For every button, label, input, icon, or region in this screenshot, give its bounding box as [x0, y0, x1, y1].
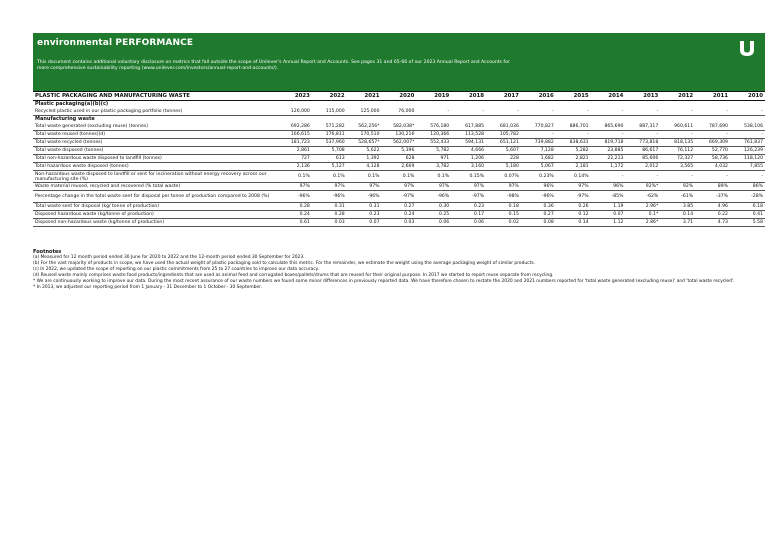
cell-value: 181,723 — [277, 139, 312, 147]
cell-value: 0.31 — [312, 203, 347, 211]
cell-value: - — [591, 171, 626, 183]
group-heading-row — [33, 116, 765, 124]
cell-value: - — [591, 131, 626, 139]
footnote-item: (a) Measured for 12 month period ended 30 June for 2020 to 2022 and the 12-month period ended 30 September for 2023. — [33, 255, 305, 260]
cell-value: 5,622 — [347, 147, 382, 155]
row-label: Total waste disposed (tonnes) — [33, 147, 277, 155]
row-label: Total waste reused (tonnes)(d) — [33, 131, 277, 139]
cell-value: - — [451, 108, 486, 116]
footnote-item: * In 2013, we adjusted our reporting period from 1 January - 31 December to 1 October - 30 September. — [33, 285, 262, 290]
cell-value: 818,135 — [660, 139, 695, 147]
cell-value: 97% — [486, 183, 521, 191]
cell-value: 0.24 — [277, 211, 312, 219]
row-label: Recycled plastic used in our plastic packaging portfolio (tonnes) — [33, 108, 277, 116]
cell-value: 576,180 — [416, 123, 451, 131]
cell-value: 86,617 — [625, 147, 660, 155]
cell-value: 0.1% — [382, 171, 417, 183]
row-label: Total waste sent for disposal (kg/ tonne of production) — [33, 203, 277, 211]
cell-value: 0.24 — [382, 211, 417, 219]
table-row — [33, 123, 765, 131]
year-header: 2015 — [556, 92, 591, 101]
cell-value: 3,565 — [660, 163, 695, 171]
table-row — [33, 139, 765, 147]
cell-value: 115,000 — [312, 108, 347, 116]
year-header: 2020 — [382, 92, 417, 101]
cell-value: 2,821 — [556, 155, 591, 163]
cell-value: - — [695, 171, 730, 183]
row-label: Non-hazardous waste disposed to landfill or sent for incineration without energy recovery across our manufacturing site (%) — [33, 171, 277, 183]
cell-value: 1,682 — [521, 155, 556, 163]
cell-value: 0.23 — [347, 211, 382, 219]
cell-value: 0.30 — [416, 203, 451, 211]
cell-value: 0.06 — [416, 219, 451, 227]
cell-value: - — [660, 171, 695, 183]
cell-value: 613 — [312, 155, 347, 163]
cell-value: 0.1% — [416, 171, 451, 183]
cell-value: 3,782 — [416, 163, 451, 171]
section-title: PLASTIC PACKAGING AND MANUFACTURING WASTE — [33, 92, 277, 101]
row-label: Total waste recycled (tonnes) — [33, 139, 277, 147]
table-row — [33, 191, 765, 203]
footnote-item: (c) In 2022, we updated the scope of reporting on our plastic commitments from 25 to 27 countries to improve our data accuracy. — [33, 267, 320, 272]
cell-value: 819,718 — [591, 139, 626, 147]
waste-table — [33, 91, 765, 227]
table-row — [33, 131, 765, 139]
cell-value: 692,286 — [277, 123, 312, 131]
cell-value: 22,213 — [591, 155, 626, 163]
cell-value: -96% — [277, 191, 312, 203]
year-header: 2012 — [660, 92, 695, 101]
cell-value: - — [625, 171, 660, 183]
row-label: Disposed non-hazardous waste (kg/tonne of production) — [33, 219, 277, 227]
cell-value: -97% — [556, 191, 591, 203]
row-label: Total non-hazardous waste disposed to landfill (tonnes) — [33, 155, 277, 163]
cell-value: 865,690 — [591, 123, 626, 131]
table-row — [33, 211, 765, 219]
year-header: 2011 — [695, 92, 730, 101]
cell-value: 5,282 — [556, 147, 591, 155]
cell-value: - — [660, 108, 695, 116]
row-label: Waste material reused, recycled and recovered (% total waste) — [33, 183, 277, 191]
cell-value: 97% — [382, 183, 417, 191]
year-header: 2022 — [312, 92, 347, 101]
cell-value: 0.28 — [312, 211, 347, 219]
cell-value: 0.36 — [521, 203, 556, 211]
cell-value: 552,433 — [416, 139, 451, 147]
cell-value: 727 — [277, 155, 312, 163]
cell-value: 76,000 — [382, 108, 417, 116]
cell-value: 0.1* — [625, 211, 660, 219]
cell-value: 0.03 — [312, 219, 347, 227]
cell-value: 7,128 — [521, 147, 556, 155]
table-row — [33, 147, 765, 155]
cell-value: 739,882 — [521, 139, 556, 147]
cell-value: 92% — [660, 183, 695, 191]
sheet-header — [33, 33, 765, 91]
cell-value: 669,309 — [695, 139, 730, 147]
footnote-item: * We are continuously working to improve our data. During the most recent assurance of our waste numbers we found some minor differences in previously reported data. We have therefore chosen to restate the 2020 and 2021 numbers reported for 'total waste generated (excluding reuse)' and 'total waste recycled'. — [33, 279, 735, 284]
cell-value: 0.12 — [556, 211, 591, 219]
unilever-logo-icon — [737, 39, 757, 59]
cell-value: -62% — [625, 191, 660, 203]
cell-value: 0.07% — [486, 171, 521, 183]
cell-value: 96% — [591, 183, 626, 191]
cell-value: -96% — [347, 191, 382, 203]
cell-value: 3.71 — [660, 219, 695, 227]
cell-value: - — [486, 108, 521, 116]
cell-value: 838,631 — [556, 139, 591, 147]
sheet-title: environmental PERFORMANCE — [37, 38, 194, 48]
cell-value: 2,861 — [277, 147, 312, 155]
cell-value: 537,960 — [312, 139, 347, 147]
table-row — [33, 183, 765, 191]
cell-value: 0.14 — [556, 219, 591, 227]
cell-value: - — [556, 108, 591, 116]
cell-value: 5,782 — [416, 147, 451, 155]
cell-value: 0.41 — [730, 211, 765, 219]
group-heading: Manufacturing waste — [35, 116, 95, 122]
footnote-item: (d) Reused waste mainly comprises waste food products/ingredients that are used as animal feed and corrugated boxes/pallets/drums that are reused for their original purpose. In 2017 we started to report reuse separate from recycling. — [33, 273, 554, 278]
cell-value: -28% — [730, 191, 765, 203]
year-header: 2016 — [521, 92, 556, 101]
cell-value: - — [591, 108, 626, 116]
cell-value: 130,216 — [382, 131, 417, 139]
cell-value: - — [416, 108, 451, 116]
cell-value: 4.73 — [695, 219, 730, 227]
intro-text: This document contains additional voluntary disclosure on metrics that fall outside the scope of Unilever's Annual Report and Accounts. See pages 31 and 65-66 of our 2023 Annual Report and Accounts for more comprehensive sustainability reporting (www.unilever.com/investors/annual-report-and-accounts/). — [37, 60, 510, 71]
table-row — [33, 219, 765, 227]
cell-value: 594,131 — [451, 139, 486, 147]
cell-value: 0.17 — [451, 211, 486, 219]
cell-value: 2,669 — [382, 163, 417, 171]
group-heading-row — [33, 101, 765, 109]
cell-value: 773,818 — [625, 139, 660, 147]
cell-value: 125,000 — [347, 108, 382, 116]
year-header: 2019 — [416, 92, 451, 101]
cell-value: 97% — [556, 183, 591, 191]
cell-value: 1.12 — [591, 219, 626, 227]
cell-value: 5,708 — [312, 147, 347, 155]
cell-value: 126,000 — [277, 108, 312, 116]
cell-value: 97% — [277, 183, 312, 191]
cell-value: 0.14% — [556, 171, 591, 183]
cell-value: 0.1% — [277, 171, 312, 183]
cell-value: 105,782 — [486, 131, 521, 139]
cell-value: - — [556, 131, 591, 139]
cell-value: 0.23% — [521, 171, 556, 183]
row-label: Total hazardous waste disposed (tonnes) — [33, 163, 277, 171]
cell-value: 761,837 — [730, 139, 765, 147]
cell-value: 617,885 — [451, 123, 486, 131]
cell-value: 76,112 — [660, 147, 695, 155]
cell-value: 170,510 — [347, 131, 382, 139]
cell-value: 538,106 — [730, 123, 765, 131]
cell-value: 0.27 — [521, 211, 556, 219]
cell-value: - — [695, 108, 730, 116]
row-label: Percentage change in the total waste sent for disposal per tonne of production compared to 2008 (%) — [33, 191, 277, 203]
cell-value: 166,615 — [277, 131, 312, 139]
cell-value: 0.25 — [416, 211, 451, 219]
cell-value: 52,770 — [695, 147, 730, 155]
cell-value: 0.02 — [486, 219, 521, 227]
row-label: Disposed hazardous waste (kg/tonne of production) — [33, 211, 277, 219]
cell-value: -96% — [521, 191, 556, 203]
cell-value: 5,396 — [382, 147, 417, 155]
cell-value: - — [730, 108, 765, 116]
cell-value: 886,701 — [556, 123, 591, 131]
cell-value: 2.86* — [625, 219, 660, 227]
cell-value: 0.31 — [347, 203, 382, 211]
cell-value: 0.07 — [347, 219, 382, 227]
cell-value: 120,366 — [416, 131, 451, 139]
group-heading: Plastic packaging(a)(b)(c) — [35, 101, 109, 107]
cell-value: 5,067 — [521, 163, 556, 171]
row-label: Total waste generated (excluding reuse) (tonnes) — [33, 123, 277, 131]
cell-value: 3.85 — [660, 203, 695, 211]
cell-value: 1,172 — [591, 163, 626, 171]
cell-value: 0.14 — [660, 211, 695, 219]
cell-value: 7,855 — [730, 163, 765, 171]
cell-value: - — [660, 131, 695, 139]
cell-value: 92%* — [625, 183, 660, 191]
table-row — [33, 163, 765, 171]
cell-value: - — [695, 131, 730, 139]
cell-value: 0.06 — [451, 219, 486, 227]
cell-value: 1,206 — [451, 155, 486, 163]
cell-value: 770,827 — [521, 123, 556, 131]
cell-value: 5,607 — [486, 147, 521, 155]
cell-value: 4,032 — [695, 163, 730, 171]
cell-value: 97% — [416, 183, 451, 191]
cell-value: 628 — [382, 155, 417, 163]
cell-value: 126,239 — [730, 147, 765, 155]
cell-value: 651,121 — [486, 139, 521, 147]
cell-value: 0.1% — [312, 171, 347, 183]
cell-value: 571,282 — [312, 123, 347, 131]
cell-value: - — [625, 131, 660, 139]
cell-value: 0.22 — [695, 211, 730, 219]
cell-value: -61% — [660, 191, 695, 203]
year-header: 2013 — [625, 92, 660, 101]
table-header-row — [33, 92, 765, 101]
cell-value: 5,127 — [312, 163, 347, 171]
cell-value: 0.03 — [382, 219, 417, 227]
cell-value: 0.15 — [486, 211, 521, 219]
cell-value: 0.26 — [556, 203, 591, 211]
table-row — [33, 171, 765, 183]
year-header: 2021 — [347, 92, 382, 101]
cell-value: - — [521, 131, 556, 139]
cell-value: 582,038* — [382, 123, 417, 131]
cell-value: 0.23 — [451, 203, 486, 211]
cell-value: 97% — [451, 183, 486, 191]
cell-value: 1,392 — [347, 155, 382, 163]
cell-value: 0.1% — [347, 171, 382, 183]
cell-value: 4.96 — [695, 203, 730, 211]
cell-value: 0.18 — [486, 203, 521, 211]
cell-value: 0.15% — [451, 171, 486, 183]
year-header: 2017 — [486, 92, 521, 101]
cell-value: 5.58 — [730, 219, 765, 227]
cell-value: 89% — [695, 183, 730, 191]
cell-value: 2,136 — [277, 163, 312, 171]
cell-value: -97% — [451, 191, 486, 203]
cell-value: 86% — [730, 183, 765, 191]
cell-value: - — [730, 171, 765, 183]
cell-value: 3,160 — [451, 163, 486, 171]
cell-value: -97% — [382, 191, 417, 203]
cell-value: 681,036 — [486, 123, 521, 131]
footnotes-heading: Footnotes — [33, 249, 62, 255]
cell-value: -37% — [695, 191, 730, 203]
cell-value: 96% — [521, 183, 556, 191]
cell-value: 971 — [416, 155, 451, 163]
cell-value: 4,128 — [347, 163, 382, 171]
cell-value: 2.96* — [625, 203, 660, 211]
cell-value: 562,007* — [382, 139, 417, 147]
cell-value: -96% — [416, 191, 451, 203]
cell-value: 5,180 — [486, 163, 521, 171]
cell-value: 0.27 — [382, 203, 417, 211]
cell-value: 1.19 — [591, 203, 626, 211]
table-row — [33, 108, 765, 116]
cell-value: 0.07 — [591, 211, 626, 219]
cell-value: 97% — [347, 183, 382, 191]
cell-value: 23,885 — [591, 147, 626, 155]
cell-value: 887,317 — [625, 123, 660, 131]
cell-value: 97% — [312, 183, 347, 191]
cell-value: -85% — [591, 191, 626, 203]
cell-value: 85,606 — [625, 155, 660, 163]
cell-value: -96% — [312, 191, 347, 203]
year-header: 2010 — [730, 92, 765, 101]
cell-value: 960,611 — [660, 123, 695, 131]
cell-value: 0.61 — [277, 219, 312, 227]
year-header: 2018 — [451, 92, 486, 101]
cell-value: -98% — [486, 191, 521, 203]
cell-value: 528,657* — [347, 139, 382, 147]
footnotes — [33, 249, 765, 291]
year-header: 2023 — [277, 92, 312, 101]
environmental-performance-sheet — [33, 33, 765, 291]
cell-value: 6.18 — [730, 203, 765, 211]
cell-value: 2,012 — [625, 163, 660, 171]
cell-value: - — [521, 108, 556, 116]
cell-value: - — [730, 131, 765, 139]
cell-value: 118,120 — [730, 155, 765, 163]
cell-value: 2,181 — [556, 163, 591, 171]
table-row — [33, 155, 765, 163]
cell-value: 4,666 — [451, 147, 486, 155]
cell-value: 58,736 — [695, 155, 730, 163]
year-header: 2014 — [591, 92, 626, 101]
cell-value: 562,256* — [347, 123, 382, 131]
cell-value: 0.08 — [521, 219, 556, 227]
cell-value: - — [625, 108, 660, 116]
cell-value: 72,327 — [660, 155, 695, 163]
cell-value: 0.28 — [277, 203, 312, 211]
table-row — [33, 203, 765, 211]
cell-value: 787,690 — [695, 123, 730, 131]
cell-value: 176,811 — [312, 131, 347, 139]
cell-value: 228 — [486, 155, 521, 163]
footnote-item: (b) For the vast majority of products in scope, we have used the actual weight of plastic packaging sold to calculate this metric. For the remainder, we estimate the weight using the average packaging weight of similar products. — [33, 261, 535, 266]
cell-value: 113,528 — [451, 131, 486, 139]
